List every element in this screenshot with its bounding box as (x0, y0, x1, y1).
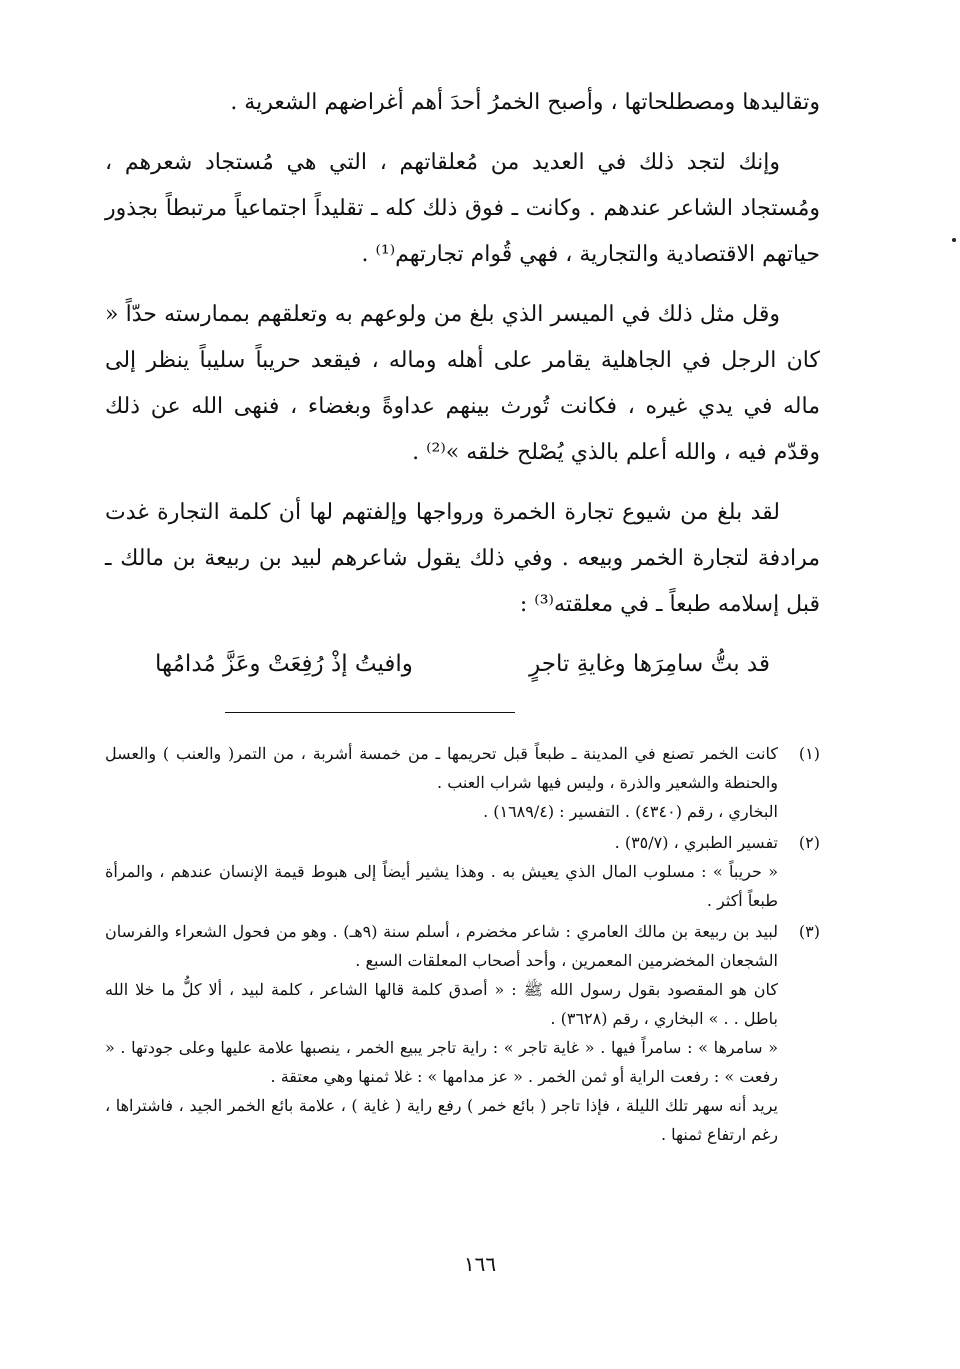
page-number: ١٦٦ (463, 1252, 497, 1276)
footnotes (105, 739, 820, 1149)
footnote-2 (105, 828, 820, 915)
footnote-body (105, 917, 778, 1149)
footnote-number: (٣) (798, 922, 820, 941)
margin-dot (952, 238, 956, 242)
paragraph-2: وإنك لتجد ذلك في العديد من مُعلقاتهم ، التي هي مُستجاد شعرهم ، ومُستجاد الشاعر عندهم . وكانت ـ فوق ذلك كله ـ تقليداً اجتماعياً مرتبطاً بجذور حياتهم الاقتصادية والتجارية ، فهي قُوام تجارتهم⁽¹⁾ . (105, 150, 820, 267)
footnote-line: كان هو المقصود بقول رسول الله ﷺ : « أصدق كلمة قالها الشاعر ، كلمة لبيد ، ألا كلُّ ما خلا الله باطل . . » البخاري ، رقم (٣٦٢٨) . (105, 980, 778, 1028)
footnote-line: تفسير الطبري ، (٣٥/٧) . (614, 833, 778, 852)
footnote-3 (105, 917, 820, 1149)
verse-first-hemistich: قد بتُّ سامِرَها وغايةِ تاجرٍ (529, 651, 770, 677)
poetry-verse (155, 642, 770, 686)
footnote-number: (٢) (798, 833, 820, 852)
footnote-line: يريد أنه سهر تلك الليلة ، فإذا تاجر ( بائع خمر ) رفع راية ( غاية ) ، علامة بائع الخمر الجيد ، فاشتراها ، رغم ارتفاع ثمنها . (105, 1096, 778, 1144)
verse-second-hemistich: وافيتُ إذْ رُفِعَتْ وعَزَّ مُدامُها (155, 651, 413, 677)
footnote-separator-wrap (105, 686, 820, 739)
footnote-separator (225, 712, 515, 713)
footnote-body (105, 828, 778, 915)
footnote-number: (١) (798, 744, 820, 763)
paragraph-4: لقد بلغ من شيوع تجارة الخمرة ورواجها وإلفتهم لها أن كلمة التجارة غدت مرادفة لتجارة الخمر وبيعه . وفي ذلك يقول شاعرهم لبيد بن ربيعة بن مالك ـ قبل إسلامه طبعاً ـ في معلقته⁽³⁾ : (105, 500, 820, 617)
footnote-body (105, 739, 778, 826)
footnote-line: لبيد بن ربيعة بن مالك العامري : شاعر مخضرم ، أسلم سنة (٩هـ) . وهو من فحول الشعراء والفرسان الشجعان المخضرمين المعمرين ، وأحد أصحاب المعلقات السبع . (105, 922, 778, 970)
main-text (105, 80, 820, 628)
footnote-line: « سامرها » : سامراً فيها . « غاية تاجر » : راية تاجر يبيع الخمر ، ينصبها علامة عليها وعلى جودتها . « رفعت » : رفعت الراية أو ثمن الخمر . « عز مدامها » : غلا ثمنها وهي معتقة . (105, 1038, 778, 1086)
paragraph-3: وقل مثل ذلك في الميسر الذي بلغ من ولوعهم به وتعلقهم بممارسته حدّاً « كان الرجل في الجاهلية يقامر على أهله وماله ، فيقعد حريباً سليباً ينظر إلى ماله في يدي غيره ، فكانت تُورث بينهم عداوةً وبغضاء ، فنهى الله عن ذلك وقدّم فيه ، والله أعلم بالذي يُصْلح خلقه »⁽²⁾ . (105, 302, 821, 465)
footnote-line: « حريباً » : مسلوب المال الذي يعيش به . وهذا يشير أيضاً إلى هبوط قيمة الإنسان عندهم ، والمرأة طبعاً أكثر . (105, 862, 778, 910)
footnote-line: البخاري ، رقم (٤٣٤٠) . التفسير : (١٦٨٩/٤) . (483, 802, 778, 821)
book-page (105, 80, 820, 1151)
footnote-1 (105, 739, 820, 826)
paragraph-1: وتقاليدها ومصطلحاتها ، وأصبح الخمرُ أحدَ أهم أغراضهم الشعرية . (230, 90, 820, 115)
footnote-line: كانت الخمر تصنع في المدينة ـ طبعاً قبل تحريمها ـ من خمسة أشربة ، من التمر( والعنب ) والعسل والحنطة والشعير والذرة ، وليس فيها شراب العنب . (105, 744, 779, 792)
